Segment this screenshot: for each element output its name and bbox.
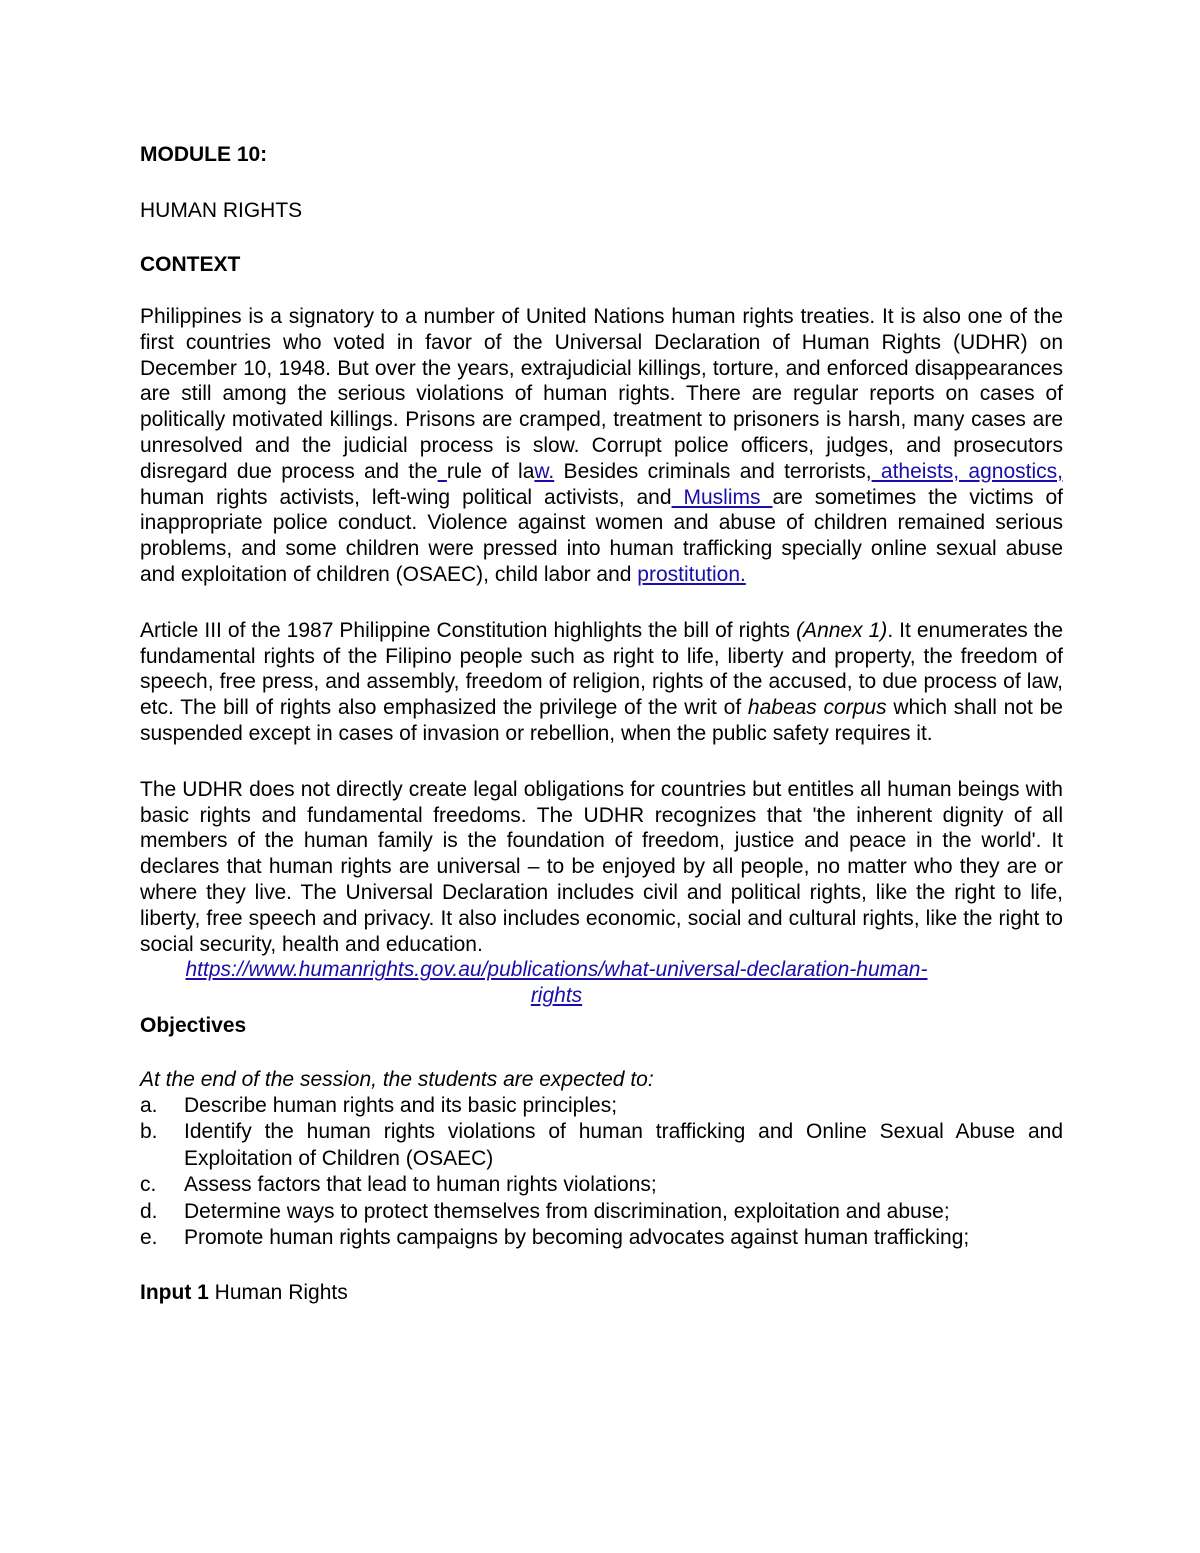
list-item-text: Determine ways to protect themselves from discrimination, exploitation and abuse; bbox=[184, 1199, 950, 1223]
list-item-text: Identify the human rights violations of human trafficking and Online Sexual Abuse and Exploitation of Children (OSAEC) bbox=[184, 1120, 1063, 1170]
list-item-text: Promote human rights campaigns by becoming advocates against human trafficking; bbox=[184, 1226, 970, 1250]
input-heading bbox=[140, 1278, 1063, 1308]
context-heading: CONTEXT bbox=[140, 253, 241, 276]
context-paragraph-2-text-b: . It enumerates the fundamental rights of the Filipino people such as right to life, liberty and property, the freedom of speech, free press, and assembly, freedom of religion, rights of the accused, to due process of law, etc. The bill of rights also emphasized the privilege of the writ of bbox=[140, 618, 1063, 720]
objectives-list bbox=[140, 1093, 1063, 1252]
module-title: MODULE 10: bbox=[140, 143, 268, 166]
list-item-letter: a. bbox=[140, 1093, 158, 1117]
list-item bbox=[140, 1119, 1063, 1172]
context-paragraph-1-text-c: Besides criminals and terrorists, bbox=[554, 459, 872, 483]
muslims-link[interactable]: Muslims bbox=[671, 485, 773, 509]
list-item-text: Describe human rights and its basic principles; bbox=[184, 1093, 618, 1117]
context-paragraph-1 bbox=[140, 304, 1063, 588]
context-paragraph-1-text-b: rule of la bbox=[446, 459, 535, 483]
list-item-letter: d. bbox=[140, 1199, 158, 1223]
module-subject: HUMAN RIGHTS bbox=[140, 199, 303, 222]
list-item bbox=[140, 1225, 1063, 1252]
context-paragraph-3: The UDHR does not directly create legal obligations for countries but entitles all human beings with basic rights and fundamental freedoms. The UDHR recognizes that 'the inherent dignity of all members of the human family is the foundation of freedom, justice and peace in the world'. It declares that human rights are universal – to be enjoyed by all people, no matter who they are or where they live. The Universal Declaration includes civil and political rights, like the right to life, liberty, free speech and privacy. It also includes economic, social and cultural rights, like the right to social security, health and education. bbox=[140, 777, 1063, 956]
list-item-letter: b. bbox=[140, 1120, 158, 1144]
list-item-letter: e. bbox=[140, 1226, 158, 1250]
list-item-text: Assess factors that lead to human rights violations; bbox=[184, 1173, 657, 1197]
objectives-intro: At the end of the session, the students are expected to: bbox=[140, 1067, 654, 1091]
list-item bbox=[140, 1172, 1063, 1199]
context-paragraph-1-text-a: Philippines is a signatory to a number of United Nations human rights treaties. It is also one of the first countries who voted in favor of the Universal Declaration of Human Rights (UDHR) on December 10, 1948. But over the years, extrajudicial killings, torture, and enforced disappearances are still among the serious violations of human rights. There are regular reports on cases of politically motivated killings. Prisons are cramped, treatment to prisoners is harsh, many cases are unresolved and the judicial process is slow. Corrupt police officers, judges, and prosecutors disregard due process and the bbox=[140, 305, 1063, 483]
input-title: Human Rights bbox=[208, 1280, 348, 1304]
document-page bbox=[140, 140, 1063, 1308]
context-paragraph-2-text-c: which shall not be suspended except in cases of invasion or rebellion, when the public safety requires it. bbox=[140, 696, 1063, 745]
objectives-heading: Objectives bbox=[140, 1013, 247, 1037]
context-paragraph-1-text-d: human rights activists, left-wing political activists, and bbox=[140, 485, 672, 509]
list-item-letter: c. bbox=[140, 1173, 157, 1197]
list-item bbox=[140, 1093, 1063, 1120]
rule-of-law-link-space[interactable] bbox=[438, 460, 447, 483]
context-paragraph-2 bbox=[140, 618, 1063, 747]
source-url-link-line-2[interactable]: rights bbox=[530, 984, 583, 1008]
context-paragraph-2-text-a: Article III of the 1987 Philippine Constitution highlights the bill of rights bbox=[140, 618, 797, 642]
annex-reference: (Annex 1) bbox=[796, 618, 888, 642]
source-url-link-line-1[interactable]: https://www.humanrights.gov.au/publications/what-universal-declaration-human- bbox=[185, 958, 928, 982]
atheists-agnostics-link[interactable]: atheists, agnostics, bbox=[871, 459, 1063, 483]
law-link[interactable]: w. bbox=[534, 459, 555, 483]
prostitution-link[interactable]: prostitution. bbox=[637, 562, 746, 586]
context-paragraph-1-text-e: are sometimes the victims of inappropriate police conduct. Violence against women and abuse of children remained serious problems, and some children were pressed into human trafficking specially online sexual abuse and exploitation of children (OSAEC), child labor and bbox=[140, 485, 1063, 586]
habeas-corpus-term: habeas corpus bbox=[747, 696, 887, 720]
list-item bbox=[140, 1199, 1063, 1226]
source-url-block bbox=[140, 957, 1063, 1009]
input-label: Input 1 bbox=[140, 1280, 209, 1304]
